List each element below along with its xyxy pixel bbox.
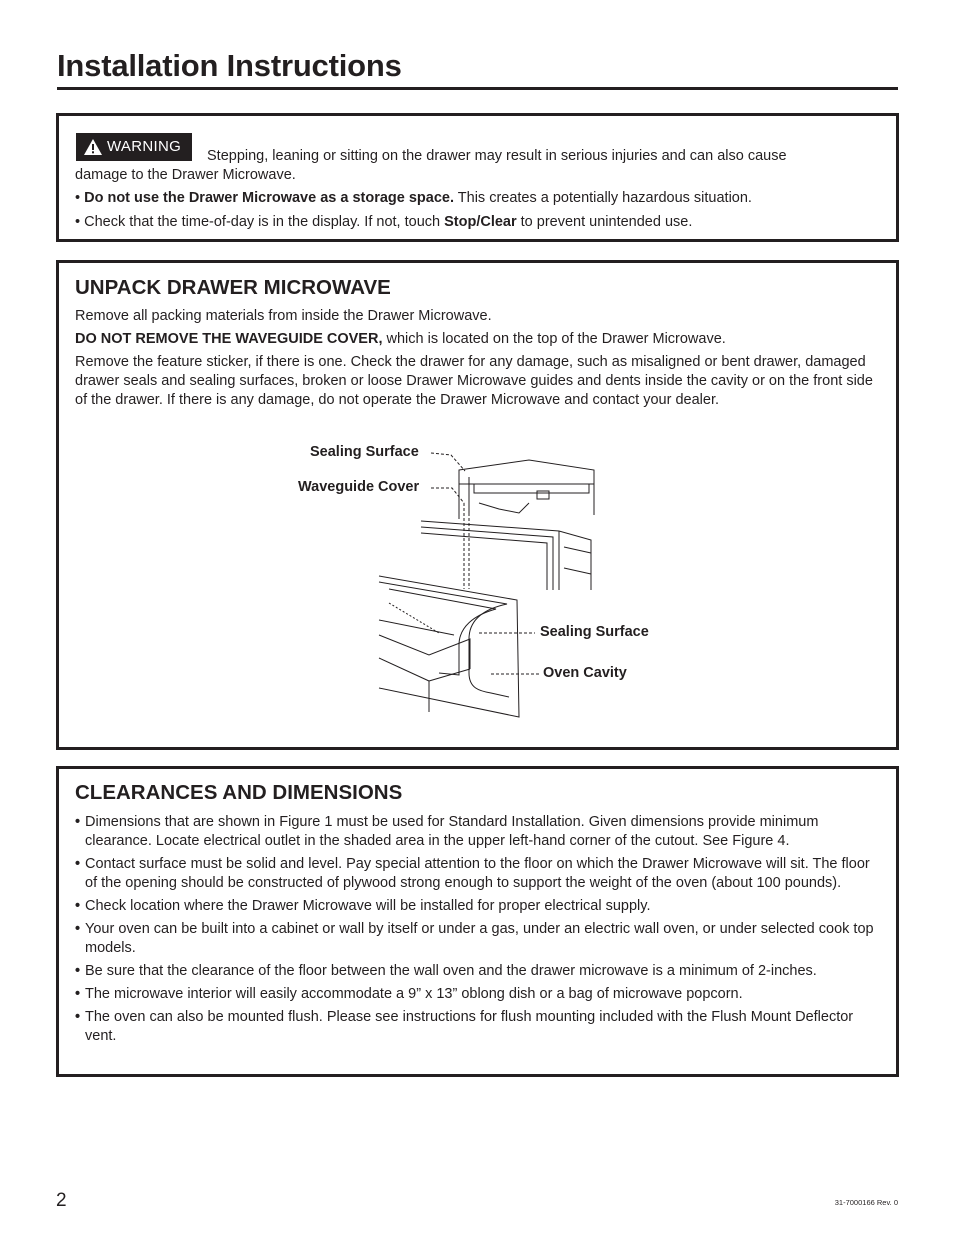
label-sealing-surface-right: Sealing Surface	[540, 624, 649, 640]
label-oven-cavity: Oven Cavity	[543, 665, 627, 681]
bullet: •	[75, 963, 81, 979]
warning-bullet-storage-bold: Do not use the Drawer Microwave as a storage space.	[84, 190, 454, 206]
warning-box	[56, 113, 899, 242]
label-sealing-surface-top: Sealing Surface	[310, 444, 419, 460]
warning-badge	[76, 133, 192, 161]
list-item-text: The microwave interior will easily accommodate a 9” x 13” oblong dish or a bag of microwave popcorn.	[85, 986, 743, 1002]
list-item-text: The oven can also be mounted flush. Please see instructions for flush mounting included with the Flush Mount Deflector vent.	[85, 1009, 854, 1044]
list-item-text: Your oven can be built into a cabinet or wall by itself or under a gas, under an electric wall oven, or under selected cook top models.	[85, 921, 874, 956]
clearances-section	[56, 766, 899, 1077]
list-item	[75, 962, 885, 981]
list-item-text: Check location where the Drawer Microwave will be installed for proper electrical supply.	[85, 898, 651, 914]
page-number: 2	[56, 1190, 67, 1211]
list-item-text: Contact surface must be solid and level. Pay special attention to the floor on which the Drawer Microwave will sit. The floor of the opening should be constructed of plywood strong enough to support the weight of the oven (about 100 pounds).	[85, 856, 870, 891]
title-rule	[57, 87, 898, 90]
warning-bullet-time-post: to prevent unintended use.	[516, 214, 693, 230]
list-item	[75, 920, 885, 958]
warning-bullet-time-pre: Check that the time-of-day is in the display. If not, touch	[84, 214, 445, 230]
bullet: •	[75, 856, 81, 872]
clearances-list	[75, 813, 885, 1050]
warning-intro-line2: damage to the Drawer Microwave.	[75, 167, 296, 183]
warning-intro-line1: Stepping, leaning or sitting on the drawer may result in serious injuries and can also cause	[207, 148, 787, 164]
page-title: Installation Instructions	[57, 48, 402, 83]
list-item-text: Dimensions that are shown in Figure 1 must be used for Standard Installation. Given dimensions provide minimum clearance. Locate electrical outlet in the shaded area in the upper left-hand corner of the cutout. See Figure 4.	[85, 814, 819, 849]
unpack-section	[56, 260, 899, 750]
list-item	[75, 855, 885, 893]
bullet: •	[75, 986, 81, 1002]
document-code: 31-7000166 Rev. 0	[834, 1198, 898, 1207]
list-item	[75, 985, 885, 1004]
drawer-microwave-diagram	[59, 263, 896, 747]
warning-bullet-storage-rest: This creates a potentially hazardous situation.	[454, 190, 752, 206]
bullet: •	[75, 898, 81, 914]
warning-badge-label: WARNING	[107, 138, 182, 155]
unpack-paragraph-3: Remove the feature sticker, if there is one. Check the drawer for any damage, such as misaligned or bent drawer, damaged drawer seals and sealing surfaces, broken or loose Drawer Microwave guides and dents inside the cavity or on the front side of the drawer. If there is any damage, do not operate the Drawer Microwave and contact your dealer.	[75, 354, 873, 408]
list-item	[75, 1008, 885, 1046]
bullet: •	[75, 921, 81, 937]
list-item-text: Be sure that the clearance of the floor between the wall oven and the drawer microwave is a minimum of 2-inches.	[85, 963, 817, 979]
bullet: •	[75, 1009, 81, 1025]
list-item	[75, 813, 885, 851]
clearances-heading: CLEARANCES AND DIMENSIONS	[75, 781, 403, 804]
unpack-paragraph-2-bold: DO NOT REMOVE THE WAVEGUIDE COVER,	[75, 331, 383, 347]
warning-bullet-time: • Check that the time-of-day is in the display. If not, touch Stop/Clear to prevent unintended use.	[75, 214, 693, 230]
unpack-paragraph-1: Remove all packing materials from inside the Drawer Microwave.	[75, 308, 492, 324]
label-waveguide-cover: Waveguide Cover	[298, 479, 420, 495]
unpack-paragraph-2-rest: which is located on the top of the Drawer Microwave.	[382, 331, 726, 347]
unpack-heading: UNPACK DRAWER MICROWAVE	[75, 276, 391, 299]
list-item	[75, 897, 885, 916]
bullet: •	[75, 814, 81, 830]
warning-triangle-icon	[84, 139, 102, 155]
warning-bullet-time-bold: Stop/Clear	[444, 214, 517, 230]
warning-bullet-storage: • Do not use the Drawer Microwave as a storage space. This creates a potentially hazardous situation.	[75, 190, 752, 206]
